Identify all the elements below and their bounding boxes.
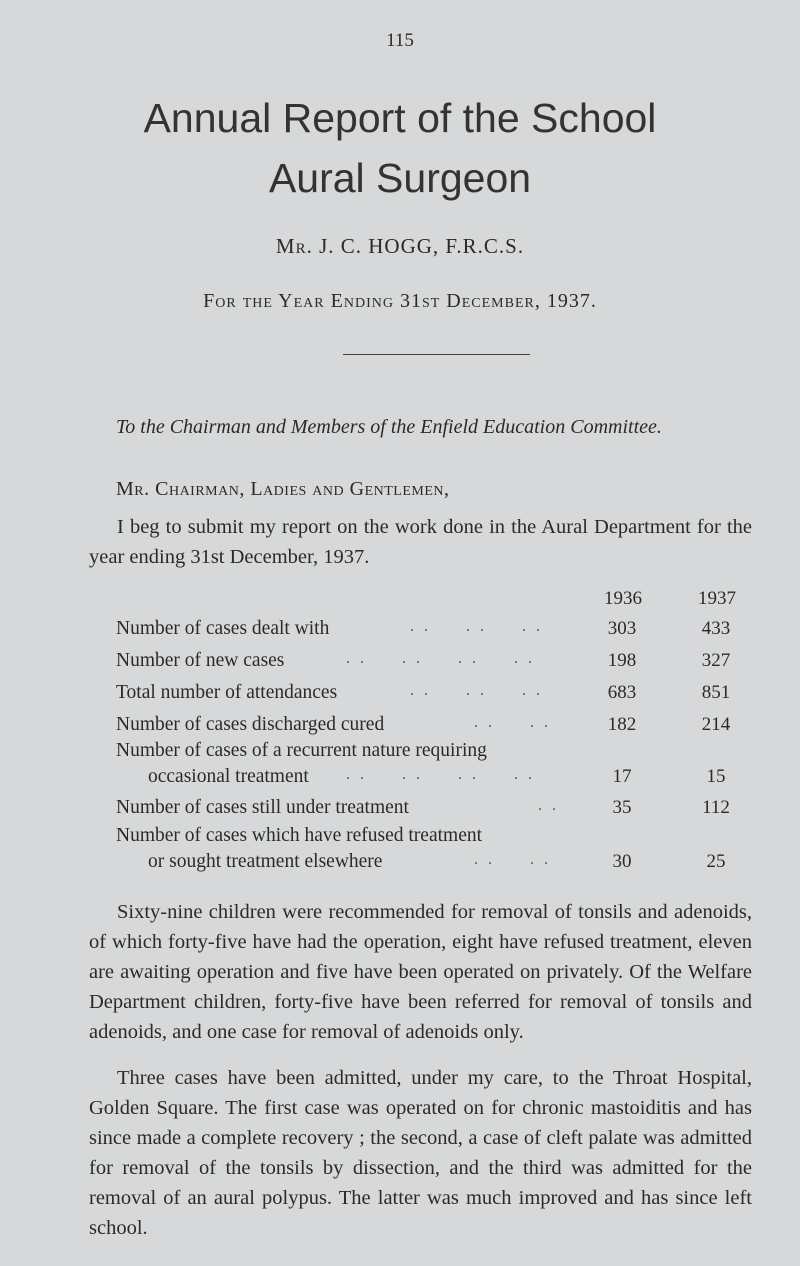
page-number: 115 bbox=[386, 30, 414, 51]
value-1936: 35 bbox=[612, 797, 632, 818]
table-row bbox=[116, 680, 337, 706]
table-row bbox=[116, 648, 284, 674]
row-label-continued: or sought treatment elsewhere bbox=[148, 851, 383, 872]
row-label: Number of cases dealt with bbox=[116, 618, 330, 639]
value-1937: 112 bbox=[702, 797, 730, 818]
value-1936: 198 bbox=[607, 650, 637, 671]
title-line-2: Aural Surgeon bbox=[268, 155, 532, 201]
hospital-paragraph: Three cases have been admitted, under my care, to the Throat Hospital, Golden Square. The first case was operated on for chronic mastoiditis and has since made a complete recovery ; the second, a case of cleft palate was admitted for removal of the tonsils by dissection, and the third was admitted for the removal of an aural polypus. The latter was much improved and has since left school. bbox=[89, 1067, 752, 1239]
row-label: Number of new cases bbox=[116, 650, 285, 671]
value-1937: 433 bbox=[701, 618, 731, 639]
value-1937: 327 bbox=[701, 650, 731, 671]
table-row bbox=[116, 795, 409, 821]
value-1937: 15 bbox=[706, 766, 726, 787]
title-line-1: Annual Report of the School bbox=[143, 95, 657, 141]
value-1937: 214 bbox=[701, 714, 731, 735]
value-1936: 303 bbox=[607, 618, 637, 639]
report-title bbox=[0, 88, 800, 208]
year-header-1936: 1936 bbox=[604, 588, 642, 609]
leader-dots: . . . . . . bbox=[410, 618, 543, 635]
row-label: Total number of attendances bbox=[116, 682, 338, 703]
value-1937: 851 bbox=[701, 682, 731, 703]
value-1936: 17 bbox=[612, 766, 632, 787]
intro-paragraph: I beg to submit my report on the work done in the Aural Department for the year ending 31st December, 1937. bbox=[89, 516, 752, 568]
divider-rule bbox=[343, 354, 530, 355]
leader-dots: . . . . . . . . bbox=[346, 650, 535, 667]
table-row bbox=[116, 616, 329, 642]
value-1936: 30 bbox=[612, 851, 632, 872]
leader-dots: . . bbox=[538, 797, 559, 814]
table-row bbox=[116, 712, 384, 738]
leader-dots: . . . . bbox=[474, 851, 551, 868]
row-label: Number of cases of a recurrent nature requiring bbox=[116, 740, 487, 761]
value-1936: 683 bbox=[607, 682, 637, 703]
year-header-1937: 1937 bbox=[698, 588, 736, 609]
row-label: Number of cases discharged cured bbox=[116, 714, 385, 735]
value-1936: 182 bbox=[607, 714, 637, 735]
leader-dots: . . . . . . . . bbox=[346, 766, 535, 783]
row-label-continued: occasional treatment bbox=[148, 766, 309, 787]
salutation: Mr. Chairman, Ladies and Gentlemen, bbox=[116, 478, 450, 500]
table-row bbox=[116, 823, 482, 875]
leader-dots: . . . . bbox=[474, 714, 551, 731]
leader-dots: . . . . . . bbox=[410, 682, 543, 699]
row-label: Number of cases which have refused treatment bbox=[116, 825, 483, 846]
author-line: Mr. J. C. HOGG, F.R.C.S. bbox=[275, 234, 525, 258]
row-label: Number of cases still under treatment bbox=[116, 797, 409, 818]
report-period: For the Year Ending 31st December, 1937. bbox=[203, 290, 597, 312]
addressee: To the Chairman and Members of the Enfield Education Committee. bbox=[116, 416, 662, 438]
value-1937: 25 bbox=[706, 851, 726, 872]
tonsils-paragraph: Sixty-nine children were recommended for removal of tonsils and adenoids, of which forty-five have had the operation, eight have refused treatment, eleven are awaiting operation and five have been operated on privately. Of the Welfare Department children, forty-five have been referred for removal of tonsils and adenoids, and one case for removal of adenoids only. bbox=[89, 901, 752, 1043]
